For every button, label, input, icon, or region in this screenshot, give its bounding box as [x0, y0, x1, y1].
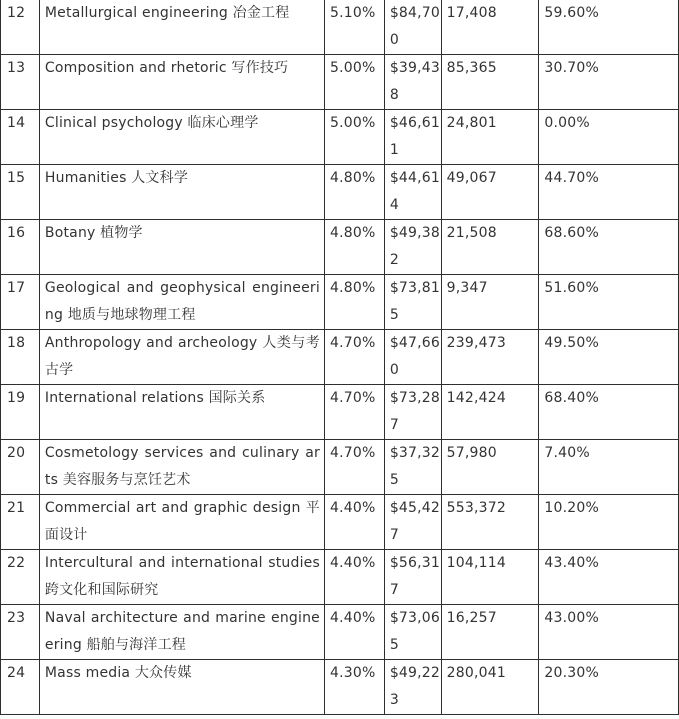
count-cell: 142,424 — [441, 385, 539, 440]
count-cell: 9,347 — [441, 275, 539, 330]
major-name-cell: Humanities 人文科学 — [39, 165, 324, 220]
salary-cell: $84,700 — [384, 0, 441, 55]
majors-table-body — [1, 0, 679, 715]
major-name-cell: Metallurgical engineering 冶金工程 — [39, 0, 324, 55]
table-row — [1, 55, 679, 110]
table-row — [1, 220, 679, 275]
share-cell: 4.40% — [324, 550, 384, 605]
salary-cell: $47,660 — [384, 330, 441, 385]
table-row — [1, 165, 679, 220]
major-name-cell: Botany 植物学 — [39, 220, 324, 275]
count-cell: 17,408 — [441, 0, 539, 55]
rank-cell: 24 — [1, 660, 40, 715]
major-name-cell: Mass media 大众传媒 — [39, 660, 324, 715]
salary-cell: $39,438 — [384, 55, 441, 110]
salary-cell: $73,065 — [384, 605, 441, 660]
count-cell: 57,980 — [441, 440, 539, 495]
rank-cell: 13 — [1, 55, 40, 110]
percent-cell: 43.40% — [539, 550, 679, 605]
salary-cell: $49,382 — [384, 220, 441, 275]
salary-cell: $44,614 — [384, 165, 441, 220]
percent-cell: 43.00% — [539, 605, 679, 660]
count-cell: 85,365 — [441, 55, 539, 110]
share-cell: 4.80% — [324, 275, 384, 330]
table-row — [1, 440, 679, 495]
percent-cell: 44.70% — [539, 165, 679, 220]
share-cell: 5.10% — [324, 0, 384, 55]
share-cell: 4.80% — [324, 165, 384, 220]
count-cell: 21,508 — [441, 220, 539, 275]
share-cell: 4.80% — [324, 220, 384, 275]
rank-cell: 18 — [1, 330, 40, 385]
rank-cell: 16 — [1, 220, 40, 275]
percent-cell: 30.70% — [539, 55, 679, 110]
count-cell: 24,801 — [441, 110, 539, 165]
share-cell: 5.00% — [324, 110, 384, 165]
percent-cell: 0.00% — [539, 110, 679, 165]
major-name-cell: Geological and geophysical engineering 地质与地球物理工程 — [39, 275, 324, 330]
salary-cell: $73,287 — [384, 385, 441, 440]
rank-cell: 19 — [1, 385, 40, 440]
share-cell: 5.00% — [324, 55, 384, 110]
major-name-cell: Clinical psychology 临床心理学 — [39, 110, 324, 165]
table-row — [1, 495, 679, 550]
salary-cell: $49,223 — [384, 660, 441, 715]
count-cell: 16,257 — [441, 605, 539, 660]
count-cell: 239,473 — [441, 330, 539, 385]
percent-cell: 20.30% — [539, 660, 679, 715]
major-name-cell: Composition and rhetoric 写作技巧 — [39, 55, 324, 110]
share-cell: 4.30% — [324, 660, 384, 715]
percent-cell: 7.40% — [539, 440, 679, 495]
rank-cell: 15 — [1, 165, 40, 220]
share-cell: 4.40% — [324, 605, 384, 660]
share-cell: 4.70% — [324, 440, 384, 495]
percent-cell: 49.50% — [539, 330, 679, 385]
table-row — [1, 330, 679, 385]
major-name-cell: Cosmetology services and culinary arts 美容服务与烹饪艺术 — [39, 440, 324, 495]
rank-cell: 14 — [1, 110, 40, 165]
count-cell: 104,114 — [441, 550, 539, 605]
major-name-cell: Commercial art and graphic design 平面设计 — [39, 495, 324, 550]
rank-cell: 12 — [1, 0, 40, 55]
salary-cell: $46,611 — [384, 110, 441, 165]
rank-cell: 17 — [1, 275, 40, 330]
count-cell: 553,372 — [441, 495, 539, 550]
percent-cell: 59.60% — [539, 0, 679, 55]
count-cell: 280,041 — [441, 660, 539, 715]
salary-cell: $73,815 — [384, 275, 441, 330]
table-row — [1, 660, 679, 715]
major-name-cell: Intercultural and international studies 跨文化和国际研究 — [39, 550, 324, 605]
major-name-cell: International relations 国际关系 — [39, 385, 324, 440]
table-row — [1, 385, 679, 440]
table-row — [1, 605, 679, 660]
table-row — [1, 275, 679, 330]
count-cell: 49,067 — [441, 165, 539, 220]
major-name-cell: Anthropology and archeology 人类与考古学 — [39, 330, 324, 385]
salary-cell: $45,427 — [384, 495, 441, 550]
salary-cell: $56,317 — [384, 550, 441, 605]
table-row — [1, 550, 679, 605]
percent-cell: 68.60% — [539, 220, 679, 275]
share-cell: 4.70% — [324, 330, 384, 385]
rank-cell: 21 — [1, 495, 40, 550]
share-cell: 4.70% — [324, 385, 384, 440]
major-name-cell: Naval architecture and marine engineering 船舶与海洋工程 — [39, 605, 324, 660]
rank-cell: 23 — [1, 605, 40, 660]
salary-cell: $37,325 — [384, 440, 441, 495]
percent-cell: 68.40% — [539, 385, 679, 440]
rank-cell: 22 — [1, 550, 40, 605]
percent-cell: 51.60% — [539, 275, 679, 330]
share-cell: 4.40% — [324, 495, 384, 550]
percent-cell: 10.20% — [539, 495, 679, 550]
table-row — [1, 110, 679, 165]
rank-cell: 20 — [1, 440, 40, 495]
table-row — [1, 0, 679, 55]
